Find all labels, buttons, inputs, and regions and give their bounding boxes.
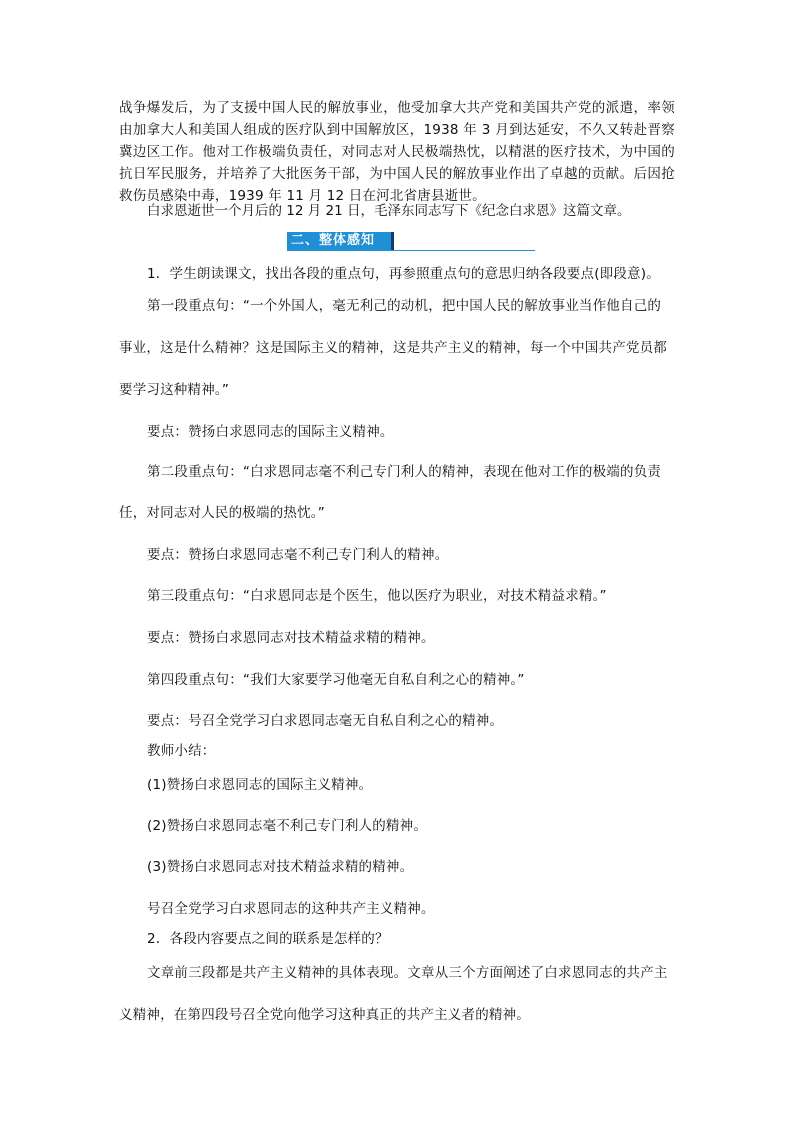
section-heading-rule (287, 250, 535, 251)
answer-2-line2: 义精神，在第四段号召全党向他学习这种真正的共产主义者的精神。 (119, 1007, 530, 1023)
para2-point: 要点：赞扬白求恩同志毫不利己专门利人的精神。 (147, 547, 449, 563)
summary-item-2: (2)赞扬白求恩同志毫不利己专门利人的精神。 (147, 818, 428, 834)
para3-point: 要点：赞扬白求恩同志对技术精益求精的精神。 (147, 630, 435, 646)
section-heading (287, 232, 394, 250)
question-2: 2．各段内容要点之间的联系是怎样的？ (147, 931, 389, 947)
para4-keysentence: 第四段重点句：“我们大家要学习他毫无自私自利之心的精神。” (147, 672, 525, 688)
summary-item-3: (3)赞扬白求恩同志对技术精益求精的精神。 (147, 859, 414, 875)
para1-keysentence-line2: 事业，这是什么精神？这是国际主义的精神，这是共产主义的精神，每一个中国共产党员都 (119, 340, 667, 356)
intro-paragraph: 战争爆发后，为了支援中国人民的解放事业，他受加拿大共产党和美国共产党的派遣，率领由加拿大人和美国人组成的医疗队到中国解放区，1938 年 3 月到达延安，不久又转赴晋察冀边区工作。他对工作极端负责任，对同志对人民极端热忱，以精湛的医疗技术，为中国的抗日军民服务，并培养了大批医务干部，为中国人民的解放事业作出了卓越的贡献。后因抢救伤员感染中毒，1939 年 11 月 12 日在河北省唐县逝世。 (119, 100, 675, 204)
para3-keysentence: 第三段重点句：“白求恩同志是个医生，他以医疗为职业，对技术精益求精。” (147, 588, 607, 604)
summary-item-4: 号召全党学习白求恩同志的这种共产主义精神。 (147, 901, 435, 917)
para4-point: 要点：号召全党学习白求恩同志毫无自私自利之心的精神。 (147, 713, 504, 729)
para1-point: 要点：赞扬白求恩同志的国际主义精神。 (147, 424, 394, 440)
intro-second-paragraph: 白求恩逝世一个月后的 12 月 21 日，毛泽东同志写下《纪念白求恩》这篇文章。 (147, 203, 631, 219)
para2-keysentence-line1: 第二段重点句：“白求恩同志毫不利己专门利人的精神，表现在他对工作的极端的负责 (147, 464, 662, 480)
para1-keysentence-line3: 要学习这种精神。” (119, 382, 230, 398)
teacher-summary-label: 教师小结： (147, 743, 216, 759)
section-heading-text: 二、整体感知 (291, 233, 376, 248)
summary-item-1: (1)赞扬白求恩同志的国际主义精神。 (147, 777, 373, 793)
para2-keysentence-line2: 任，对同志对人民的极端的热忱。” (119, 505, 325, 521)
answer-2-line1: 文章前三段都是共产主义精神的具体表现。文章从三个方面阐述了白求恩同志的共产主 (147, 965, 668, 981)
para1-keysentence-line1: 第一段重点句：“一个外国人，毫无利己的动机，把中国人民的解放事业当作他自己的 (147, 298, 662, 314)
question-1: 1．学生朗读课文，找出各段的重点句，再参照重点句的意思归纳各段要点(即段意)。 (147, 266, 660, 282)
